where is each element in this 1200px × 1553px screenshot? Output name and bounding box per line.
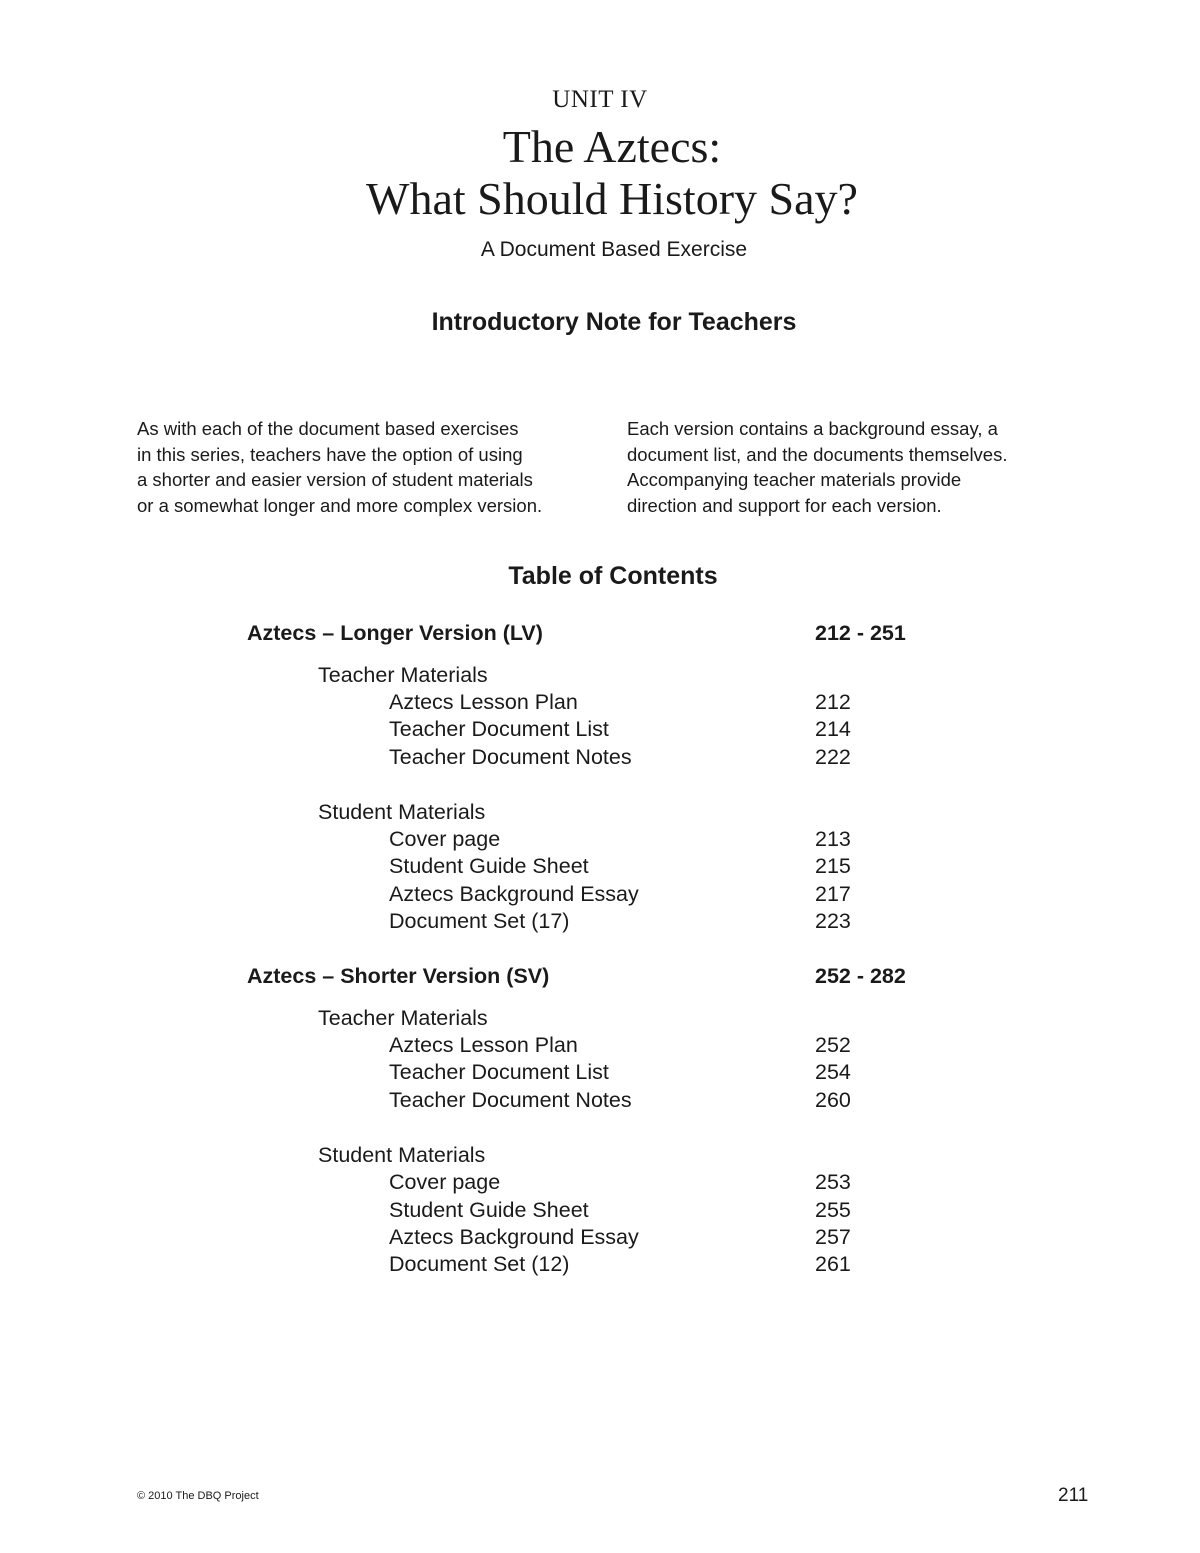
toc-item-page: 223 bbox=[815, 909, 851, 933]
toc-item-label: Aztecs Lesson Plan bbox=[389, 690, 578, 714]
toc-item-page: 215 bbox=[815, 854, 851, 878]
toc-heading: Table of Contents bbox=[508, 562, 718, 590]
toc-item-page: 255 bbox=[815, 1198, 851, 1222]
toc-item-label: Aztecs Background Essay bbox=[389, 882, 639, 906]
toc-item-label: Document Set (17) bbox=[389, 909, 570, 933]
toc-item-page: 217 bbox=[815, 882, 851, 906]
intro-right-line: direction and support for each version. bbox=[627, 494, 942, 516]
toc-section-label: Teacher Materials bbox=[318, 1006, 488, 1030]
toc-item-label: Cover page bbox=[389, 827, 501, 851]
toc-version-pages: 252 - 282 bbox=[815, 964, 906, 988]
toc-item-label: Teacher Document List bbox=[389, 1060, 609, 1084]
toc-item-label: Aztecs Background Essay bbox=[389, 1225, 639, 1249]
toc-item-label: Student Guide Sheet bbox=[389, 1198, 589, 1222]
intro-left-column bbox=[137, 416, 617, 518]
toc-item-label: Teacher Document List bbox=[389, 717, 609, 741]
toc-section-label: Teacher Materials bbox=[318, 663, 488, 687]
footer-page-number: 211 bbox=[1058, 1485, 1089, 1506]
toc-item-page: 253 bbox=[815, 1170, 851, 1194]
toc-item-label: Aztecs Lesson Plan bbox=[389, 1033, 578, 1057]
toc-version-pages: 212 - 251 bbox=[815, 621, 906, 645]
intro-right-line: Accompanying teacher materials provide bbox=[627, 469, 962, 490]
toc-section-label: Student Materials bbox=[318, 800, 486, 824]
toc-item-page: 252 bbox=[815, 1033, 851, 1057]
toc-item-page: 213 bbox=[815, 827, 851, 851]
intro-left-line: a shorter and easier version of student materials bbox=[137, 469, 533, 490]
toc-item-label: Cover page bbox=[389, 1170, 501, 1194]
intro-heading: Introductory Note for Teachers bbox=[431, 308, 797, 336]
toc-item-page: 254 bbox=[815, 1060, 851, 1084]
intro-left-line: As with each of the document based exercises bbox=[137, 418, 519, 439]
intro-right-line: Each version contains a background essay, a bbox=[627, 418, 998, 439]
toc-item-label: Student Guide Sheet bbox=[389, 854, 589, 878]
toc-item-page: 222 bbox=[815, 745, 851, 769]
toc-item-page: 214 bbox=[815, 717, 851, 741]
toc-item-page: 212 bbox=[815, 690, 851, 714]
toc-item-label: Document Set (12) bbox=[389, 1252, 570, 1276]
toc-item-page: 257 bbox=[815, 1225, 851, 1249]
toc-item-page: 261 bbox=[815, 1252, 851, 1276]
intro-left-line: or a somewhat longer and more complex version. bbox=[137, 494, 543, 516]
footer-copyright: © 2010 The DBQ Project bbox=[137, 1490, 259, 1502]
intro-right-line: document list, and the documents themselves. bbox=[627, 443, 1008, 465]
title-line-1: The Aztecs: bbox=[502, 121, 722, 172]
title-line-2: What Should History Say? bbox=[366, 173, 858, 224]
subtitle: A Document Based Exercise bbox=[480, 238, 748, 261]
intro-right-column bbox=[627, 416, 1087, 518]
toc-version-title: Aztecs – Longer Version (LV) bbox=[247, 621, 543, 645]
unit-label: UNIT IV bbox=[552, 86, 648, 113]
toc-version-title: Aztecs – Shorter Version (SV) bbox=[247, 964, 550, 988]
toc-item-label: Teacher Document Notes bbox=[389, 745, 632, 769]
intro-left-line: in this series, teachers have the option of using bbox=[137, 443, 523, 465]
toc-section-label: Student Materials bbox=[318, 1143, 486, 1167]
toc-item-label: Teacher Document Notes bbox=[389, 1088, 632, 1112]
toc-item-page: 260 bbox=[815, 1088, 851, 1112]
